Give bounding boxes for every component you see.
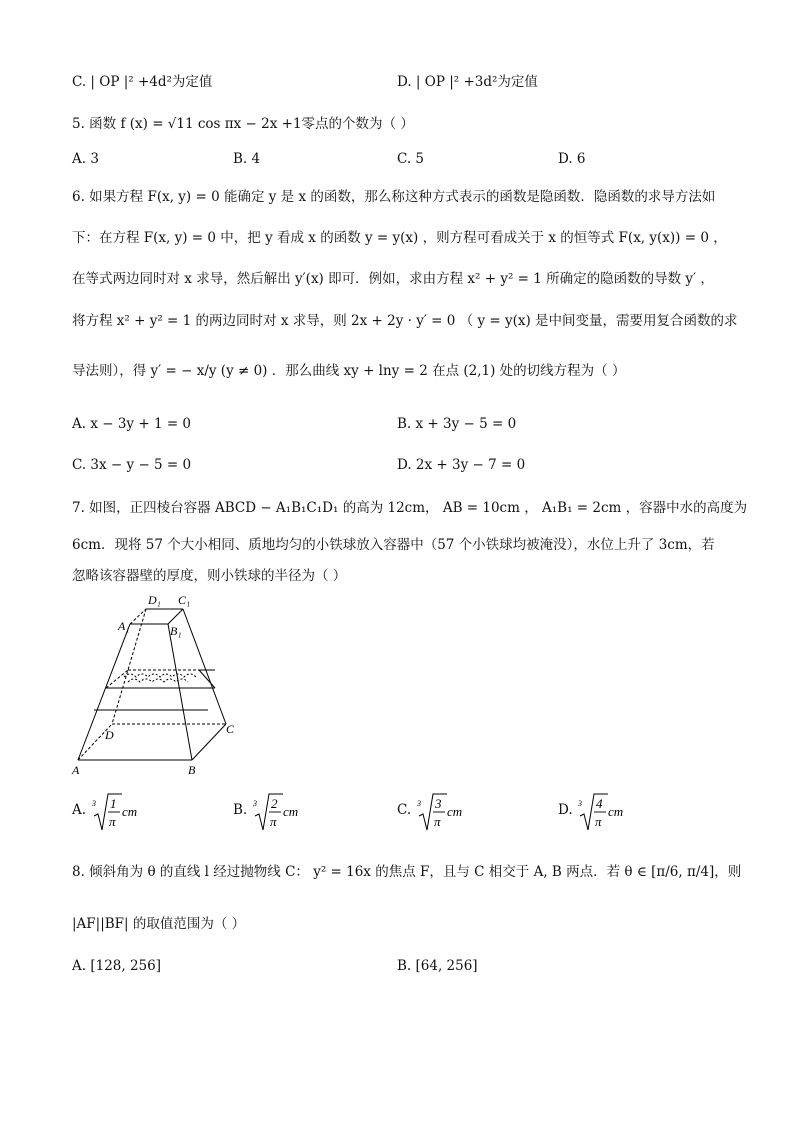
- unit-b: cm: [283, 804, 299, 819]
- frustum-figure: [66, 588, 256, 784]
- q7-line-2: 6cm．现将 57 个大小相同、质地均匀的小铁球放入容器中（57 个小铁球均被淹没），水位上升了 3cm，若: [72, 537, 715, 553]
- q7-option-c: [397, 790, 497, 834]
- frac-num-d: 4: [596, 796, 603, 811]
- q6-option-a: A. x − 3y + 1 = 0: [72, 416, 192, 432]
- frac-den-d: π: [595, 814, 602, 829]
- q5-option-d: D. 6: [558, 151, 586, 167]
- q8-line-2: |AF||BF| 的取值范围为（ ）: [72, 916, 246, 932]
- q8-line-1: 8. 倾斜角为 θ 的直线 l 经过抛物线 C： y² = 16x 的焦点 F，且与 C 相交于 A, B 两点．若 θ ∈ [π/6, π/4]，则: [72, 864, 742, 880]
- root-index-b: 3: [253, 799, 257, 808]
- q7-line-3: 忽略该容器壁的厚度，则小铁球的半径为（ ）: [72, 568, 347, 584]
- q7-option-d-letter: D.: [558, 802, 573, 818]
- cube-root-d: [578, 790, 658, 834]
- unit-d: cm: [608, 804, 624, 819]
- label-a: A: [72, 763, 80, 777]
- q6-line-1: 6. 如果方程 F(x, y) = 0 能确定 y 是 x 的函数，那么称这种方式表示的函数是隐函数．隐函数的求导方法如: [72, 189, 716, 205]
- cube-root-c: [417, 790, 497, 834]
- frac-den-a: π: [109, 814, 116, 829]
- q8-option-b: B. [64, 256]: [397, 958, 478, 974]
- q6-option-d: D. 2x + 3y − 7 = 0: [397, 457, 526, 473]
- q5-option-c: C. 5: [397, 151, 425, 167]
- q5-stem: 5. 函数 f (x) = √11 cos πx − 2x +1零点的个数为（ ）: [72, 116, 414, 132]
- q6-line-4: 将方程 x² + y² = 1 的两边同时对 x 求导，则 2x + 2y · y′ = 0 （ y = y(x) 是中间变量，需要用复合函数的求: [72, 313, 738, 329]
- cube-root-b: [253, 790, 333, 834]
- q6-line-2: 下：在方程 F(x, y) = 0 中，把 y 看成 x 的函数 y = y(x) ，则方程可看成关于 x 的恒等式 F(x, y(x)) = 0 ，: [72, 230, 727, 246]
- q8-option-a: A. [128, 256]: [72, 958, 161, 974]
- q7-option-a-letter: A.: [72, 802, 87, 818]
- label-b: B: [188, 763, 196, 777]
- frac-den-b: π: [270, 814, 277, 829]
- unit-c: cm: [447, 804, 463, 819]
- cube-root-a: [92, 790, 172, 834]
- q7-option-c-letter: C.: [397, 802, 412, 818]
- label-b1: B₁: [170, 624, 182, 638]
- unit-a: cm: [122, 804, 138, 819]
- frac-den-c: π: [434, 814, 441, 829]
- q7-option-b: [233, 790, 333, 834]
- q6-line-5: 导法则），得 y′ = − x/y (y ≠ 0) ．那么曲线 xy + lny = 2 在点 (2,1) 处的切线方程为（ ）: [72, 363, 626, 379]
- label-a1: A₁: [118, 619, 130, 633]
- label-d1: D₁: [148, 593, 161, 607]
- frac-num-a: 1: [110, 796, 117, 811]
- root-index-c: 3: [417, 799, 421, 808]
- label-d: D: [105, 728, 114, 742]
- q6-option-b: B. x + 3y − 5 = 0: [397, 416, 517, 432]
- root-index-a: 3: [92, 799, 96, 808]
- q7-line-1: 7. 如图，正四棱台容器 ABCD − A₁B₁C₁D₁ 的高为 12cm， AB = 10cm ， A₁B₁ = 2cm ，容器中水的高度为: [72, 500, 748, 516]
- q5-option-a: A. 3: [72, 151, 99, 167]
- label-c: C: [226, 722, 235, 736]
- q7-option-d: [558, 790, 658, 834]
- frac-num-c: 3: [435, 796, 442, 811]
- q7-option-b-letter: B.: [233, 802, 248, 818]
- root-index-d: 3: [578, 799, 582, 808]
- q5-option-b: B. 4: [233, 151, 261, 167]
- q6-option-c: C. 3x − y − 5 = 0: [72, 457, 192, 473]
- q4-option-c: C. | OP |² +4d²为定值: [72, 74, 213, 90]
- q7-option-a: [72, 790, 172, 834]
- label-c1: C₁: [178, 593, 191, 607]
- q4-option-d: D. | OP |² +3d²为定值: [397, 74, 538, 90]
- q6-line-3: 在等式两边同时对 x 求导，然后解出 y′(x) 即可．例如，求由方程 x² + y² = 1 所确定的隐函数的导数 y′ ，: [72, 271, 714, 287]
- frac-num-b: 2: [271, 796, 278, 811]
